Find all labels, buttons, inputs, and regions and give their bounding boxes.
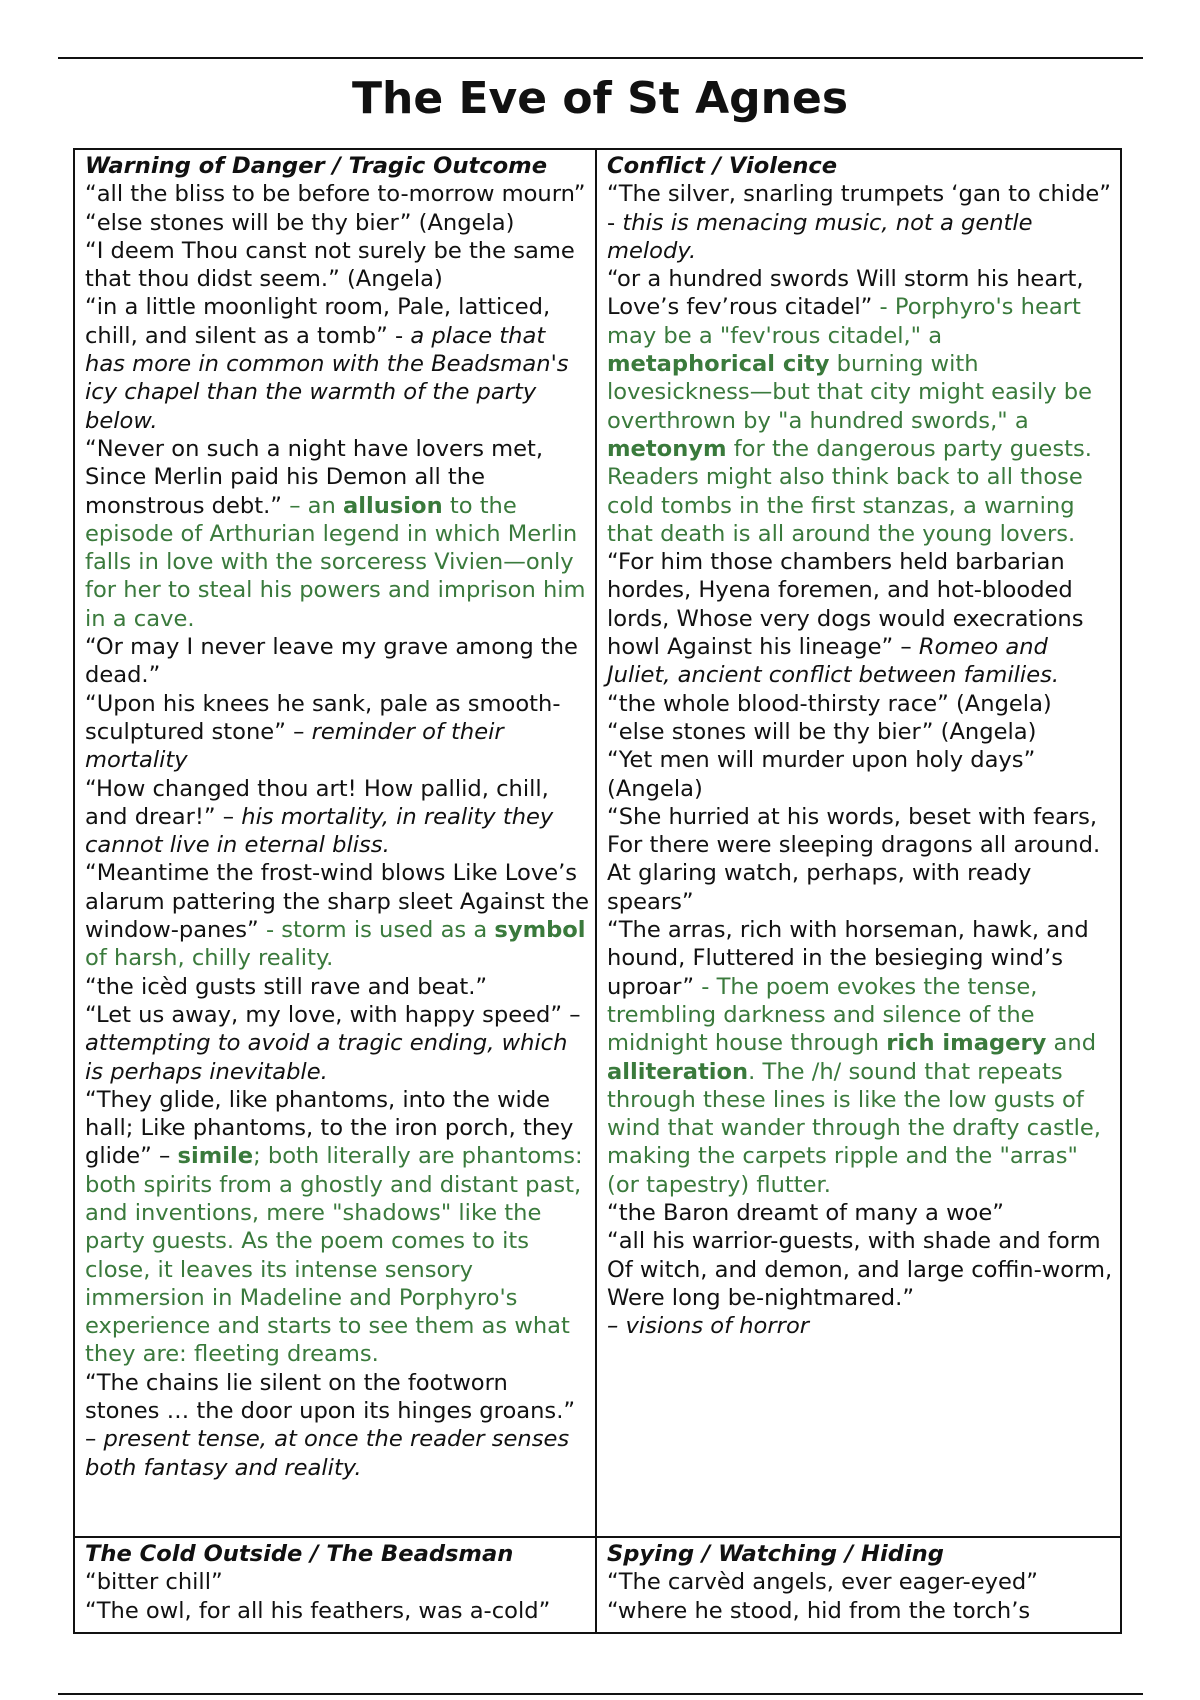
quote-block: [85, 435, 589, 633]
literary-term: alliteration: [607, 1058, 749, 1085]
analysis-note: attempting to avoid a tragic ending, which is perhaps inevitable.: [85, 1030, 568, 1085]
cell-warning: [74, 149, 596, 1537]
analysis-note: Romeo and Juliet, ancient conflict between families.: [607, 634, 1060, 689]
section-heading-warning: Warning of Danger / Tragic Outcome: [85, 153, 548, 179]
note-separator: –: [85, 1426, 104, 1453]
cell-cold: [74, 1537, 596, 1633]
note-separator: –: [562, 1001, 581, 1028]
quote-block: [85, 1001, 589, 1086]
quote: “the icèd gusts still rave and beat.”: [85, 973, 488, 1000]
analysis-text: for the dangerous party guests. Readers might also think back to all those cold tombs in the first stanzas, a warning that death is all around the young lovers.: [607, 435, 1092, 547]
quote-block: [85, 293, 589, 434]
quote: “the Baron dreamt of many a woe”: [607, 1199, 1004, 1226]
note-separator: -: [387, 322, 411, 349]
cell-spying: [596, 1537, 1121, 1633]
quote-block: [85, 1086, 589, 1369]
quote-block: [85, 775, 589, 860]
quote: “all his warrior-guests, with shade and form Of witch, and demon, and large coffin-worm, Were long be-nightmared.”: [607, 1228, 1113, 1311]
quote: “or a hundred swords Will storm his heart, Love’s fev’rous citadel”: [607, 266, 1084, 321]
analysis-note: – visions of horror: [607, 1313, 810, 1340]
quote: “I deem Thou canst not surely be the same that thou didst seem.” (Angela): [85, 237, 575, 293]
analysis-note: present tense, at once the reader senses both fantasy and reality.: [85, 1426, 570, 1481]
quote: “They glide, like phantoms, into the wide hall; Like phantoms, to the iron porch, they glide”: [85, 1086, 574, 1170]
quote: “bitter chill”: [85, 1569, 223, 1596]
note-separator: –: [215, 803, 242, 830]
quote-block: [607, 180, 1114, 265]
analysis-note: [607, 974, 1101, 1198]
quote: “The chains lie silent on the footworn stones … the door upon its hinges groans.”: [85, 1369, 576, 1425]
literary-term: rich imagery: [886, 1030, 1047, 1057]
quote: “For him those chambers held barbarian hordes, Hyena foremen, and hot-blooded lords, Whose very dogs would execrations howl Against his lineage”: [607, 549, 1084, 661]
analysis-text: to the episode of Arthurian legend in which Merlin falls in love with the sorceress Vivien—only for her to steal his powers and imprison him in a cave.: [85, 492, 586, 632]
quote: “The owl, for all his feathers, was a-cold”: [85, 1597, 551, 1624]
cell-conflict: [596, 149, 1121, 1537]
quote: “the whole blood-thirsty race” (Angela): [607, 690, 1052, 717]
quote: “all the bliss to be before to-morrow mourn”: [85, 181, 586, 208]
page-title: The Eve of St Agnes: [351, 73, 849, 124]
literary-term: allusion: [343, 492, 443, 519]
quote: “The carvèd angels, ever eager-eyed”: [607, 1569, 1038, 1596]
analysis-text: and: [1046, 1030, 1097, 1057]
quote-block: [607, 265, 1114, 548]
quote: “Yet men will murder upon holy days” (Angela): [607, 747, 1036, 802]
quote: “Or may I never leave my grave among the dead.”: [85, 634, 578, 689]
literary-term: metaphorical city: [607, 351, 830, 378]
quote: “Let us away, my love, with happy speed”: [85, 1001, 563, 1028]
literary-term: symbol: [494, 917, 586, 944]
quote-block: [607, 916, 1114, 1199]
analysis-text: – an: [282, 492, 344, 519]
bottom-rule: [58, 1693, 1143, 1695]
note-separator: –: [151, 1143, 178, 1170]
analysis-note: [85, 1143, 583, 1367]
analysis-note: [607, 294, 1092, 546]
quote: “where he stood, hid from the torch’s: [607, 1597, 1031, 1624]
quote: “Never on such a night have lovers met, Since Merlin paid his Demon all the monstrous debt.”: [85, 435, 544, 519]
note-separator: –: [285, 718, 312, 745]
note-separator: –: [893, 634, 919, 661]
analysis-text: ; both literally are phantoms: both spirits from a ghostly and distant past, and inventions, mere "shadows" like the party guests. As the poem comes to its close, it leaves its intense sensory immersion in Madeline and Porphyro's experience and starts to see them as what they are: fleeting dreams.: [85, 1143, 583, 1368]
quote-block: [607, 548, 1114, 689]
literary-term: simile: [177, 1143, 254, 1170]
analysis-note: his mortality, in reality they cannot live in eternal bliss.: [85, 803, 554, 859]
quote-table: [73, 148, 1122, 1634]
literary-term: metonym: [607, 435, 727, 462]
analysis-text: - The poem evokes the tense, trembling darkness and silence of the midnight house through: [607, 973, 1038, 1057]
quote: “Upon his knees he sank, pale as smooth-sculptured stone”: [85, 690, 561, 745]
analysis-note: a place that has more in common with the Beadsman's icy chapel than the warmth of the party below.: [85, 322, 569, 434]
note-separator: -: [607, 209, 623, 236]
quote: “She hurried at his words, beset with fears, For there were sleeping dragons all around. At glaring watch, perhaps, with ready spears”: [607, 803, 1101, 915]
analysis-text: . The /h/ sound that repeats through these lines is like the low gusts of wind that wander through the drafty castle, making the carpets ripple and the "arras" (or tapestry) flutter.: [607, 1058, 1101, 1198]
quote: “else stones will be thy bier” (Angela): [607, 718, 1037, 745]
analysis-text: - storm is used as a: [258, 917, 495, 944]
analysis-note: this is menacing music, not a gentle melody.: [607, 209, 1033, 264]
quote: “The silver, snarling trumpets ‘gan to chide”: [607, 181, 1112, 208]
section-heading-cold: The Cold Outside / The Beadsman: [85, 1541, 514, 1567]
quote: “Meantime the frost-wind blows Like Love’s alarum pattering the sharp sleet Against the window-panes”: [85, 860, 590, 944]
section-heading-spying: Spying / Watching / Hiding: [607, 1541, 944, 1567]
quote-block: [85, 859, 589, 972]
analysis-text: of harsh, chilly reality.: [85, 945, 334, 972]
quote: “in a little moonlight room, Pale, latticed, chill, and silent as a tomb”: [85, 294, 551, 349]
quote: “else stones will be thy bier” (Angela): [85, 209, 515, 236]
quote: “How changed thou art! How pallid, chill, and drear!”: [85, 775, 549, 830]
top-rule: [58, 57, 1143, 59]
section-heading-conflict: Conflict / Violence: [607, 153, 838, 179]
analysis-note: reminder of their mortality: [85, 718, 504, 774]
quote: “The arras, rich with horseman, hawk, and hound, Fluttered in the besieging wind’s uproar”: [607, 917, 1089, 1000]
quote-block: [85, 690, 589, 775]
analysis-text: burning with lovesickness—but that city might easily be overthrown by "a hundred swords," a: [607, 351, 1093, 434]
quote-block: [85, 1369, 589, 1482]
analysis-text: - Porphyro's heart may be a "fev'rous citadel," a: [607, 294, 1081, 349]
